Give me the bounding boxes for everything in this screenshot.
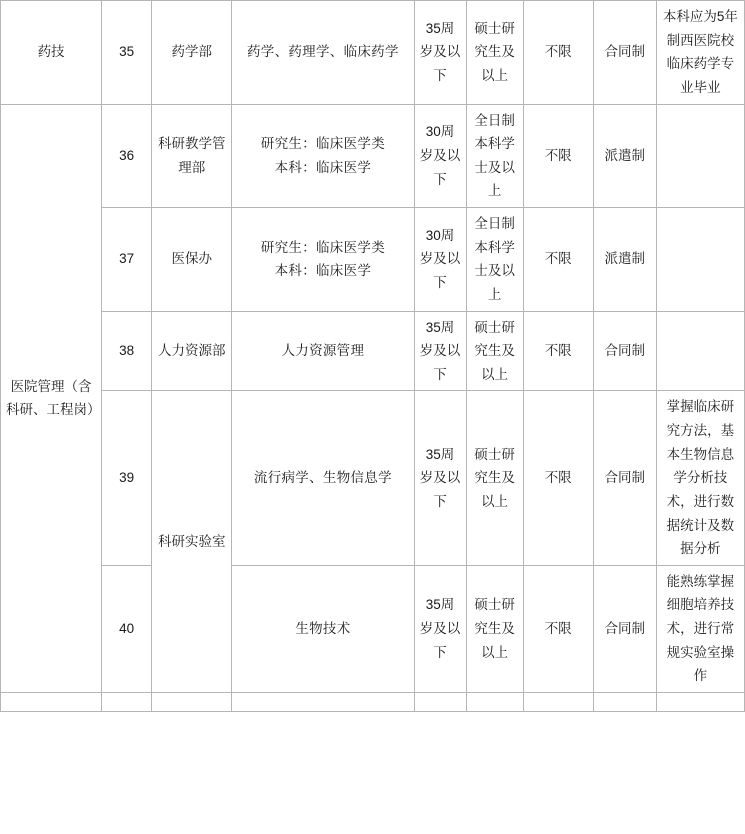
cell-type: 合同制 (593, 311, 656, 391)
cell-gender: 不限 (523, 104, 593, 208)
cell-note: 掌握临床研究方法，基本生物信息学分析技术，进行数据统计及数据分析 (656, 391, 744, 565)
cell-edu: 硕士研究生及以上 (466, 1, 523, 105)
table-row (1, 311, 745, 391)
cell-age: 35周岁及以下 (414, 1, 466, 105)
cell-no (102, 692, 152, 711)
cell-type: 合同制 (593, 565, 656, 692)
cell-no: 38 (102, 311, 152, 391)
cell-age: 30周岁及以下 (414, 208, 466, 312)
table-row (1, 104, 745, 208)
cell-note: 本科应为5年制西医院校临床药学专业毕业 (656, 1, 744, 105)
cell-unit: 医保办 (152, 208, 232, 312)
cell-gender: 不限 (523, 208, 593, 312)
cell-note: 能熟练掌握细胞培养技术，进行常规实验室操作 (656, 565, 744, 692)
major-line: 本科：临床医学 (274, 263, 372, 279)
cell-no: 36 (102, 104, 152, 208)
cell-age: 35周岁及以下 (414, 565, 466, 692)
cell-major (232, 208, 414, 312)
cell-type: 合同制 (593, 1, 656, 105)
cell-edu: 硕士研究生及以上 (466, 311, 523, 391)
cell-unit (152, 692, 232, 711)
cell-gender: 不限 (523, 311, 593, 391)
cell-type (593, 692, 656, 711)
table-row (1, 1, 745, 105)
table-row (1, 391, 745, 565)
cell-dept: 药技 (1, 1, 102, 105)
cell-unit: 科研教学管理部 (152, 104, 232, 208)
cell-unit: 人力资源部 (152, 311, 232, 391)
cell-edu: 硕士研究生及以上 (466, 391, 523, 565)
cell-note (656, 692, 744, 711)
table-row-partial (1, 692, 745, 711)
cell-gender: 不限 (523, 1, 593, 105)
cell-gender: 不限 (523, 391, 593, 565)
cell-major (232, 311, 414, 391)
major-line: 本科：临床医学 (274, 159, 372, 175)
cell-age (414, 692, 466, 711)
cell-gender: 不限 (523, 565, 593, 692)
major-line: 研究生：临床医学类 (260, 239, 385, 255)
cell-gender (523, 692, 593, 711)
major-line: 流行病学、生物信息学 (253, 470, 392, 486)
major-line: 研究生：临床医学类 (260, 136, 385, 152)
cell-dept: 医院管理（含科研、工程岗） (1, 104, 102, 692)
cell-note (656, 208, 744, 312)
cell-major (232, 104, 414, 208)
cell-age: 35周岁及以下 (414, 391, 466, 565)
table-body (1, 1, 745, 712)
cell-edu: 全日制本科学士及以上 (466, 208, 523, 312)
major-line: 人力资源管理 (281, 343, 365, 359)
cell-no: 37 (102, 208, 152, 312)
cell-major (232, 391, 414, 565)
table-row (1, 208, 745, 312)
cell-edu: 全日制本科学士及以上 (466, 104, 523, 208)
table-row (1, 565, 745, 692)
cell-dept (1, 692, 102, 711)
cell-age: 35周岁及以下 (414, 311, 466, 391)
cell-age: 30周岁及以下 (414, 104, 466, 208)
cell-note (656, 311, 744, 391)
cell-major (232, 692, 414, 711)
cell-major (232, 565, 414, 692)
cell-note (656, 104, 744, 208)
major-line: 药学、药理学、临床药学 (246, 44, 399, 60)
cell-no: 40 (102, 565, 152, 692)
cell-major (232, 1, 414, 105)
cell-no: 35 (102, 1, 152, 105)
cell-type: 派遣制 (593, 104, 656, 208)
cell-type: 合同制 (593, 391, 656, 565)
cell-type: 派遣制 (593, 208, 656, 312)
cell-no: 39 (102, 391, 152, 565)
cell-edu: 硕士研究生及以上 (466, 565, 523, 692)
cell-edu (466, 692, 523, 711)
cell-unit: 科研实验室 (152, 391, 232, 693)
cell-unit: 药学部 (152, 1, 232, 105)
major-line: 生物技术 (295, 621, 351, 636)
